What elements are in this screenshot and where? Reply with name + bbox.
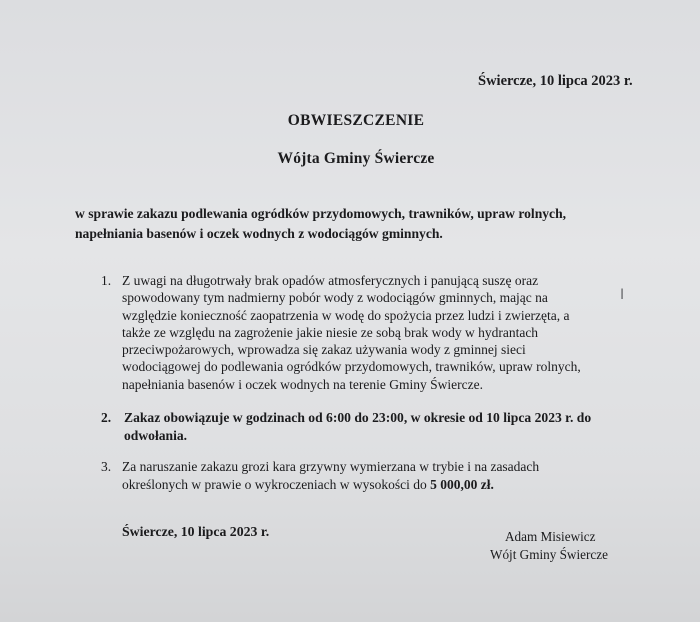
point-number: 2. — [101, 410, 112, 425]
point-3-text — [122, 458, 539, 493]
point-line: spowodowany tym nadmierny pobór wody z wodociągów gminnych, mając na — [122, 290, 548, 306]
point-2-text — [124, 409, 591, 444]
point-number: 3. — [101, 459, 112, 474]
subject-line: napełniania basenów i oczek wodnych z wodociągów gminnych. — [75, 226, 443, 241]
point-number: 1. — [101, 273, 112, 288]
point-line: przeciwpożarowych, wprowadza się zakaz używania wody z gminnej sieci — [122, 342, 526, 358]
document-subtitle: Wójta Gminy Świercze — [277, 150, 435, 167]
subject-line: w sprawie zakazu podlewania ogródków przydomowych, trawników, upraw rolnych, — [75, 206, 567, 221]
signatory-title: Wójt Gminy Świercze — [490, 547, 608, 562]
point-line: odwołania. — [124, 427, 188, 443]
point-line: Zakaz obowiązuje w godzinach od 6:00 do 23:00, w okresie od 10 lipca 2023 r. do — [124, 410, 592, 425]
point-line: także ze względu na zagrożenie jakie niesie ze sobą brak wody w hydrantach — [122, 324, 539, 340]
fine-amount: 5 000,00 zł. — [430, 476, 494, 492]
header-place-date: Świercze, 10 lipca 2023 r. — [478, 73, 633, 89]
point-1-text — [122, 272, 581, 393]
document-title: OBWIESZCZENIE — [287, 112, 425, 129]
footer-place-date: Świercze, 10 lipca 2023 r. — [122, 524, 270, 539]
point-line-last — [122, 476, 539, 494]
signatory-name: Adam Misiewicz — [505, 529, 596, 544]
point-line: Za naruszanie zakazu grozi kara grzywny wymierzana w trybie i na zasadach — [122, 459, 540, 474]
point-line: Z uwagi na długotrwały brak opadów atmosferycznych i panującą suszę oraz — [122, 273, 539, 288]
point-line: wodociągowej do podlewania ogródków przydomowych, trawników, upraw rolnych, — [122, 359, 581, 375]
subject-block — [75, 204, 566, 244]
point-line: napełniania basenów i oczek wodnych na terenie Gminy Świercze. — [122, 376, 483, 392]
point-line: względzie konieczność zaopatrzenia w wodę do spożycia przez ludzi i zwierzęta, a — [122, 307, 570, 323]
text-cursor-icon: I — [620, 287, 625, 303]
point-line-prefix: określonych w prawie o wykroczeniach w wysokości do — [122, 476, 431, 492]
